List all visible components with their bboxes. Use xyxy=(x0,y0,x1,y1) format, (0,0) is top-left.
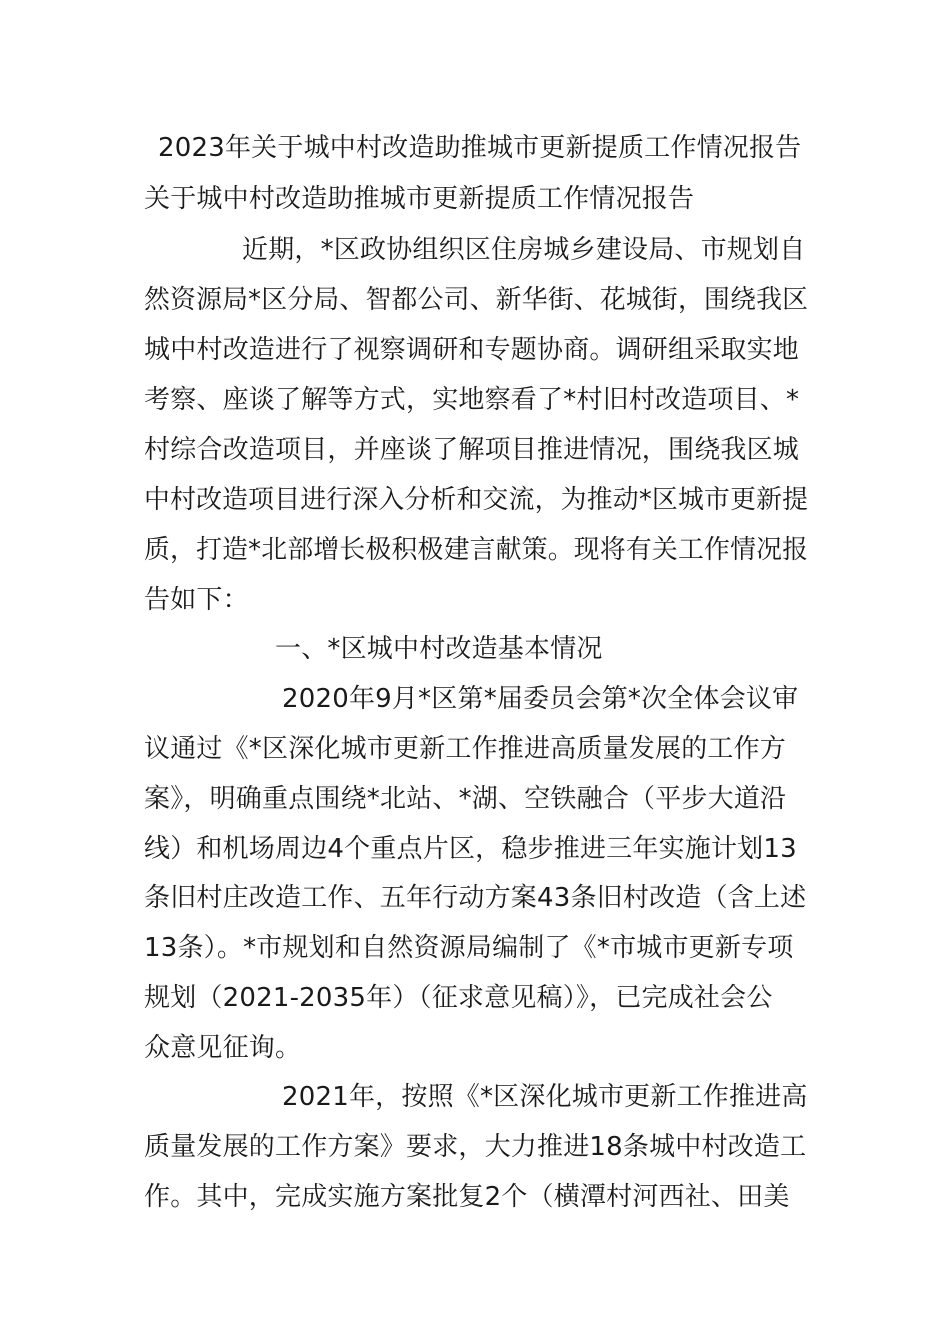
paragraph-line: 13条）。*市规划和自然资源局编制了《*市城市更新专项 xyxy=(144,933,794,963)
paragraph-line: 2021年，按照《*区深化城市更新工作推进高 xyxy=(282,1082,808,1112)
paragraph-line: 议通过《*区深化城市更新工作推进高质量发展的工作方 xyxy=(144,734,787,764)
section-heading: 一、*区城中村改造基本情况 xyxy=(275,634,603,664)
paragraph-line: 质，打造*北部增长极积极建言献策。现将有关工作情况报 xyxy=(144,535,809,565)
paragraph-line: 告如下： xyxy=(144,585,249,615)
paragraph-line: 近期，*区政协组织区住房城乡建设局、市规划自 xyxy=(242,235,806,265)
paragraph-line: 规划（2021-2035年）（征求意见稿）》，已完成社会公 xyxy=(144,983,773,1013)
paragraph-line: 众意见征询。 xyxy=(144,1033,302,1063)
paragraph-line: 线）和机场周边4个重点片区，稳步推进三年实施计划13 xyxy=(144,834,797,864)
document-title: 2023年关于城中村改造助推城市更新提质工作情况报告 xyxy=(158,133,802,163)
paragraph-line: 村综合改造项目，并座谈了解项目推进情况，围绕我区城 xyxy=(144,435,800,465)
paragraph-line: 案》，明确重点围绕*北站、*湖、空铁融合（平步大道沿 xyxy=(144,784,787,814)
paragraph-line: 城中村改造进行了视察调研和专题协商。调研组采取实地 xyxy=(144,335,800,365)
paragraph-line: 2020年9月*区第*届委员会第*次全体会议审 xyxy=(282,684,799,714)
paragraph-line: 考察、座谈了解等方式，实地察看了*村旧村改造项目、* xyxy=(144,385,800,415)
document-subtitle: 关于城中村改造助推城市更新提质工作情况报告 xyxy=(144,184,695,214)
paragraph-line: 条旧村庄改造工作、五年行动方案43条旧村改造（含上述 xyxy=(144,883,807,913)
paragraph-line: 质量发展的工作方案》要求，大力推进18条城中村改造工 xyxy=(144,1132,807,1162)
paragraph-line: 作。其中，完成实施方案批复2个（横潭村河西社、田美 xyxy=(144,1182,790,1212)
paragraph-line: 然资源局*区分局、智都公司、新华街、花城街，围绕我区 xyxy=(144,285,809,315)
paragraph-line: 中村改造项目进行深入分析和交流，为推动*区城市更新提 xyxy=(144,485,809,515)
